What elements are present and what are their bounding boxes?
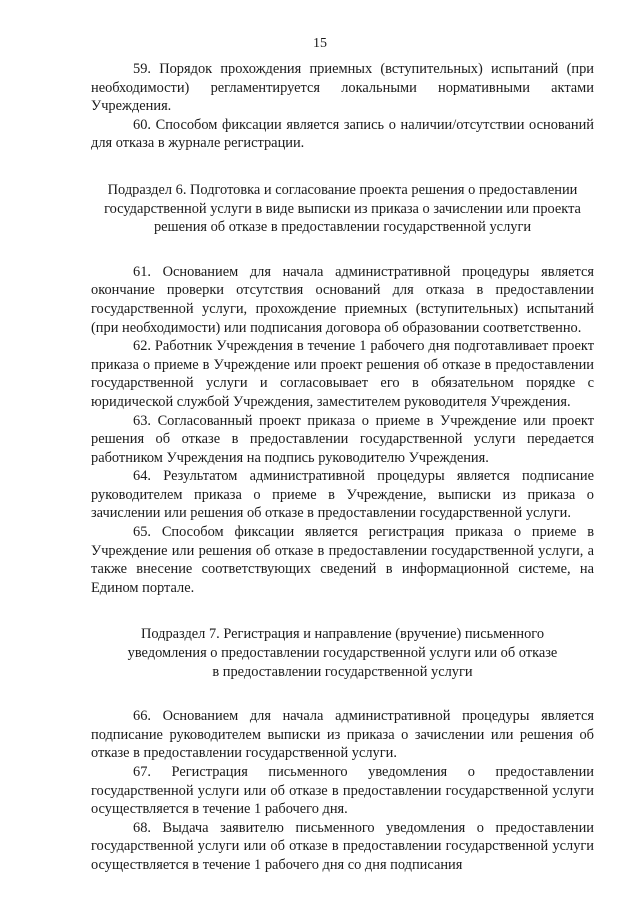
subsection-7-heading: [91, 625, 594, 681]
paragraph-67: 67. Регистрация письменного уведомления о предоставлении государственной услуги или об отказе в предоставлении государственной услуги осуществляется в течение 1 рабочего дня.: [91, 764, 594, 818]
paragraph-63: 63. Согласованный проект приказа о приеме в Учреждение или проект решения об отказе в предоставлении государственной услуги передается работником Учреждения на подпись руководителю Учреждения.: [91, 412, 594, 466]
heading-line: государственной услуги в виде выписки из приказа о зачислении или проекта: [104, 200, 581, 217]
subsection-6-heading: [91, 181, 594, 237]
paragraph-60: 60. Способом фиксации является запись о наличии/отсутствии оснований для отказа в журнале регистрации.: [91, 116, 594, 152]
heading-line: решения об отказе в предоставлении государственной услуги: [153, 219, 532, 236]
document-body: [91, 60, 594, 875]
paragraph-64: 64. Результатом административной процедуры является подписание руководителем приказа о приеме в Учреждение, выписки из приказа о зачислении или решения об отказе в предоставлении государственной услуги.: [91, 468, 594, 522]
paragraph-59: 59. Порядок прохождения приемных (вступительных) испытаний (при необходимости) регламентируется локальными нормативными актами Учреждения.: [91, 61, 594, 115]
page-number: 15: [313, 36, 327, 51]
paragraph-65: 65. Способом фиксации является регистрация приказа о приеме в Учреждение или решения об отказе в предоставлении государственной услуги, а также внесение соответствующих сведений в информационной системе, на Едином портале.: [91, 524, 594, 596]
heading-line: в предоставлении государственной услуги: [212, 663, 473, 680]
paragraph-68: 68. Выдача заявителю письменного уведомления о предоставлении государственной услуги или об отказе в предоставлении государственной услуги осуществляется в течение 1 рабочего дня со дня подписания: [91, 819, 594, 873]
heading-line: Подраздел 7. Регистрация и направление (вручение) письменного: [140, 626, 545, 643]
paragraph-61: 61. Основанием для начала административной процедуры является окончание проверки отсутствия оснований для отказа в предоставлении государственной услуги, прохождение приемных (вступительных) испытаний (при необходимости) или подписания договора об образовании соответственно.: [91, 263, 594, 336]
paragraph-62: 62. Работник Учреждения в течение 1 рабочего дня подготавливает проект приказа о приеме в Учреждение или проект решения об отказе в предоставлении государственной услуги и согласовывает его в обязательном порядке с юридической службой Учреждения, заместителем руководителя Учреждения.: [91, 338, 594, 410]
heading-line: Подраздел 6. Подготовка и согласование проекта решения о предоставлении: [107, 181, 578, 198]
heading-line: уведомления о предоставлении государственной услуги или об отказе: [127, 645, 558, 662]
paragraph-66: 66. Основанием для начала административной процедуры является подписание руководителем выписки из приказа о зачислении или решения об отказе в предоставлении государственной услуги.: [91, 708, 594, 762]
